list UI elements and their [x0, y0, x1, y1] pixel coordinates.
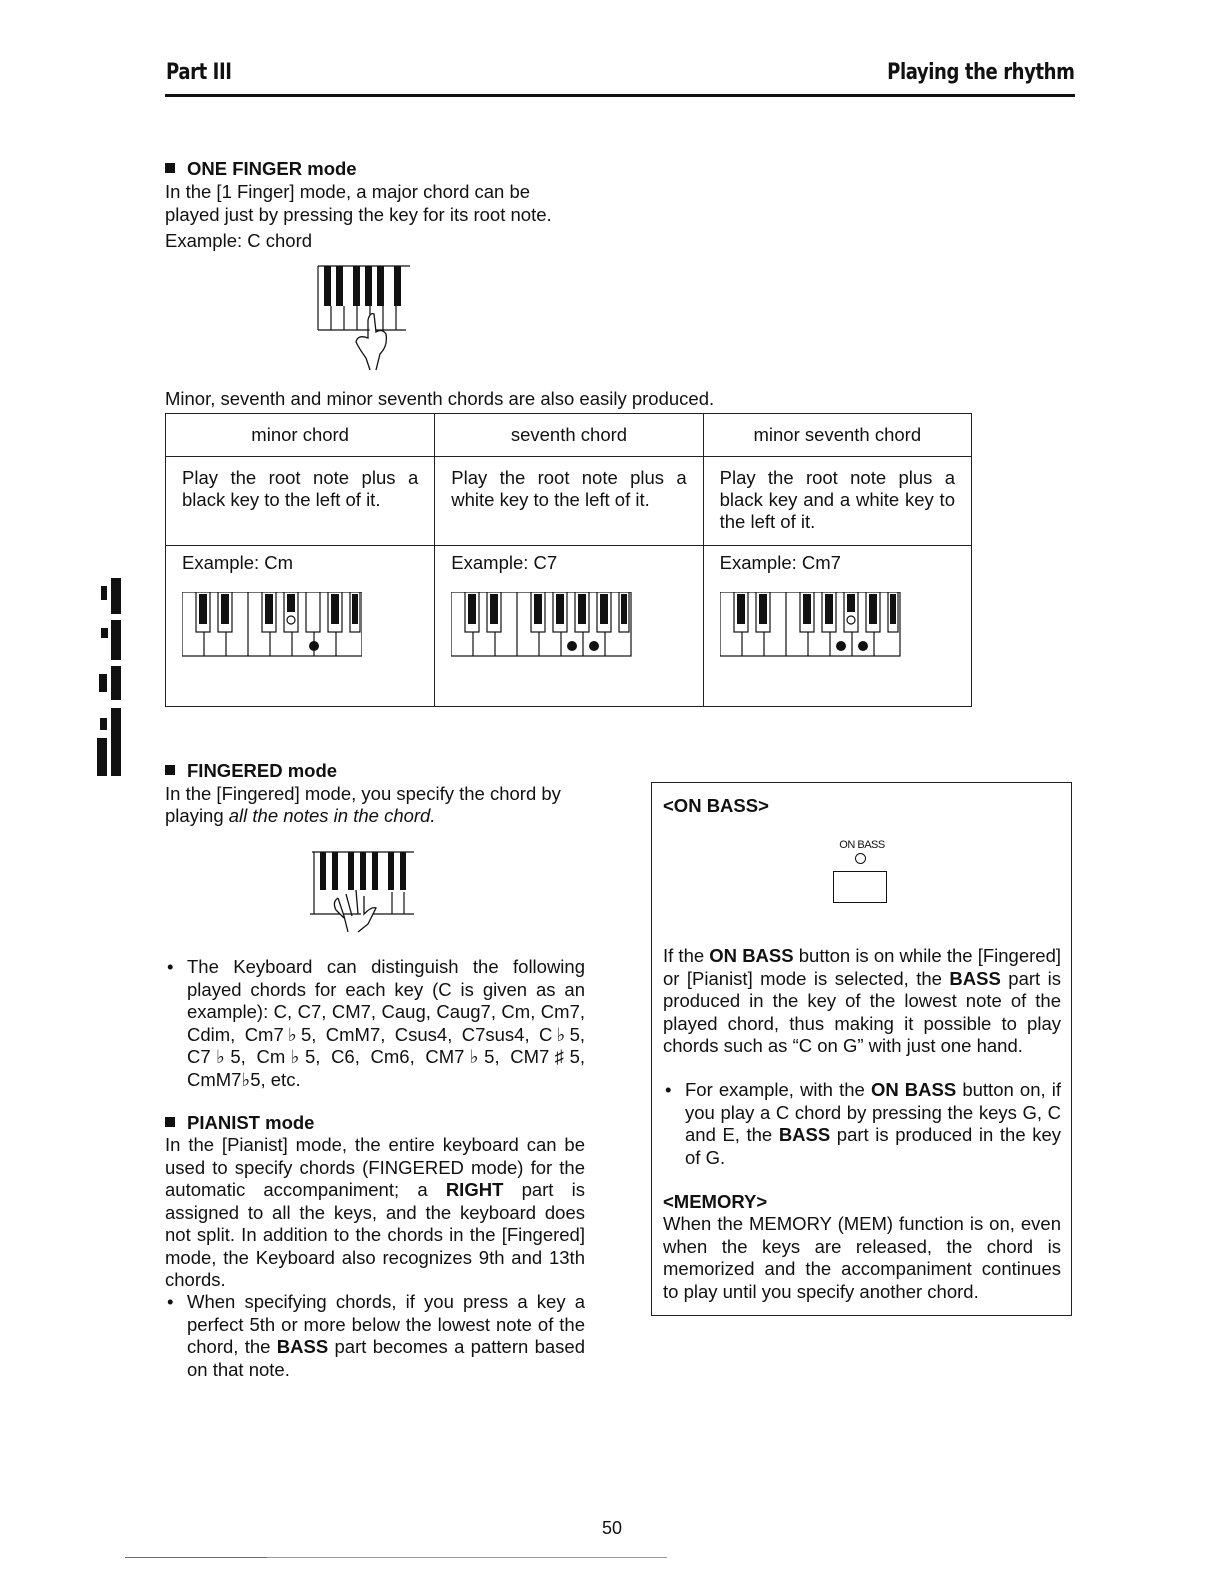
- list-item: • The Keyboard can distinguish the following played chords for each key (C is given as an example): C, C7, CM7, Caug, Caug7, Cm, Cm7, Cdim, Cm7♭5, CmM7, Csus4, C7sus4, C♭5, C7♭5, Cm♭5, C6, Cm6, CM7♭5, CM7♯5, CmM7♭5, etc.: [165, 956, 585, 1091]
- on-bass-title: <ON BASS>: [663, 795, 769, 816]
- table-example-minor: [166, 546, 435, 707]
- table-header-minor-seventh: minor seventh chord: [703, 414, 971, 457]
- table-example-minor-seventh: [703, 546, 971, 707]
- fingered-line1: In the [Fingered] mode, you specify the chord by: [165, 783, 561, 804]
- chord-table: [165, 413, 972, 707]
- pianist-paragraph: In the [Pianist] mode, the entire keyboard can be used to specify chords (FINGERED mode) for the automatic accompaniment; a RIGHT part is assigned to all the keys, and the keyboard does not split. In addition to the chords in the [Fingered] mode, the Keyboard also recognizes 9th and 13th chords.: [165, 1134, 585, 1290]
- one-finger-example: Example: C chord: [165, 230, 313, 251]
- on-bass-info-box: [651, 782, 1072, 1316]
- page-number: 50: [601, 1518, 623, 1538]
- on-bass-paragraph: If the ON BASS button is on while the [Fingered] or [Pianist] mode is selected, the BASS part is produced in the key of the lowest note of the played chord, thus making it possible to play chords such as “C on G” with just one hand.: [663, 945, 1061, 1056]
- fingered-line2: playing all the notes in the chord.: [165, 805, 436, 826]
- on-bass-bullet-list: [663, 1079, 1061, 1169]
- table-example-seventh: [435, 546, 703, 707]
- section-title: Playing the rhythm: [886, 60, 1074, 85]
- table-desc-minor: Play the root note plus a black key to the left of it.: [166, 457, 435, 546]
- pianist-heading: PIANIST mode: [165, 1112, 314, 1134]
- on-bass-button: [833, 871, 887, 903]
- fingered-chord-list: [165, 956, 585, 1091]
- pianist-bullet-list: [165, 1291, 585, 1381]
- header-rule: [165, 94, 1075, 97]
- fingered-heading: FINGERED mode: [165, 760, 337, 782]
- side-tab-graphic: [97, 578, 121, 776]
- keyboard-diagram-cm7: [720, 592, 904, 658]
- example-cm7-label: Example: Cm7: [719, 552, 841, 573]
- table-header-minor: minor chord: [166, 414, 435, 457]
- table-desc-minor-seventh: Play the root note plus a black key and a white key to the left of it.: [703, 457, 971, 546]
- one-finger-heading: ONE FINGER mode: [165, 158, 357, 180]
- chord-intro-text: Minor, seventh and minor seventh chords are also easily produced.: [165, 388, 715, 409]
- bottom-divider: [125, 1557, 267, 1558]
- fingered-keyboard-illustration: [310, 848, 416, 934]
- memory-title: <MEMORY>: [663, 1191, 768, 1212]
- memory-paragraph: When the MEMORY (MEM) function is on, even when the keys are released, the chord is memorized and the accompaniment continues to play until you specify another chord.: [663, 1213, 1061, 1302]
- list-item: • When specifying chords, if you press a key a perfect 5th or more below the lowest note of the chord, the BASS part becomes a pattern based on that note.: [165, 1291, 585, 1381]
- keyboard-diagram-c7: [451, 592, 635, 658]
- table-desc-seventh: Play the root note plus a white key to the left of it.: [435, 457, 703, 546]
- bottom-divider-gray: [267, 1557, 667, 1558]
- one-finger-keyboard-illustration: [316, 262, 412, 372]
- one-finger-line2: played just by pressing the key for its root note.: [165, 204, 552, 225]
- on-bass-indicator-led: [855, 853, 866, 864]
- one-finger-line1: In the [1 Finger] mode, a major chord can be: [165, 181, 531, 202]
- example-cm-label: Example: Cm: [182, 552, 294, 573]
- keyboard-diagram-cm: [182, 592, 362, 658]
- list-item: • For example, with the ON BASS button on, if you play a C chord by pressing the keys G, C and E, the BASS part is produced in the key of G.: [663, 1079, 1061, 1169]
- table-header-seventh: seventh chord: [435, 414, 703, 457]
- example-c7-label: Example: C7: [451, 552, 558, 573]
- on-bass-button-label: ON BASS: [839, 839, 885, 851]
- part-label: Part III: [166, 60, 232, 85]
